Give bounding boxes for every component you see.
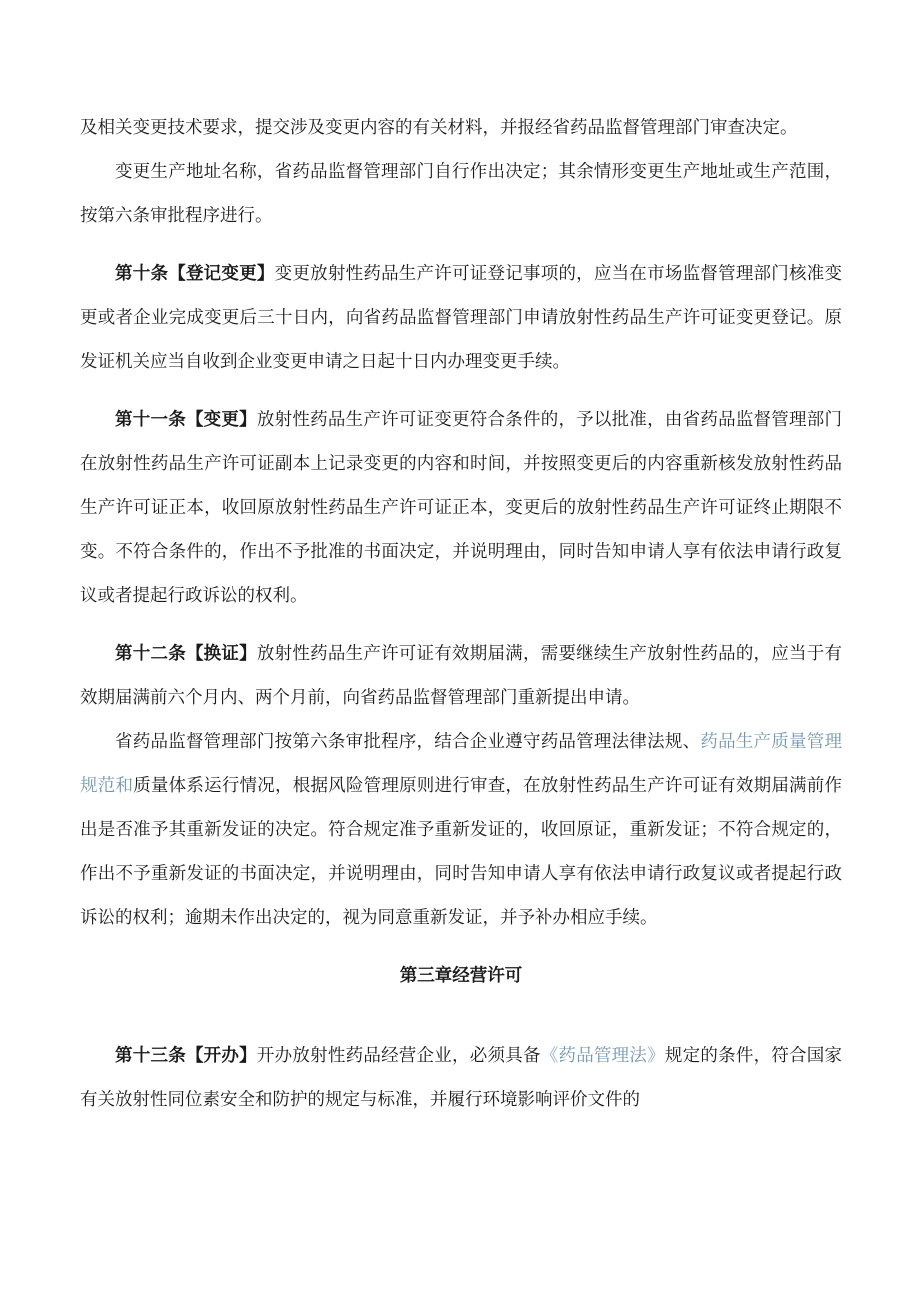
article-13-heading: 第十三条【开办】: [115, 1046, 257, 1066]
article-12-text: 放射性药品生产许可证有效期届满，需要继续生产放射性药品的，应当于有效期届满前六个月内、两个月前，向省药品监督管理部门重新提出申请。: [80, 644, 843, 708]
article-11-text: 放射性药品生产许可证变更符合条件的，予以批准，由省药品监督管理部门在放射性药品生产许可证副本上记录变更的内容和时间，并按照变更后的内容重新核发放射性药品生产许可证正本，收回原放射性药品生产许可证正本，变更后的放射性药品生产许可证终止期限不变。不符合条件的，作出不予批准的书面决定，并说明理由，同时告知申请人享有依法申请行政复议或者提起行政诉讼的权利。: [80, 410, 843, 606]
article-10-heading: 第十条【登记变更】: [115, 264, 275, 284]
paragraph-address-change: 变更生产地址名称，省药品监督管理部门自行作出决定；其余情形变更生产地址或生产范围，按第六条审批程序进行。: [80, 162, 842, 226]
article-13: [80, 1034, 842, 1122]
article-10-text: 变更放射性药品生产许可证登记事项的，应当在市场监督管理部门核准变更或者企业完成变更后三十日内，向省药品监督管理部门申请放射性药品生产许可证变更登记。原发证机关应当自收到企业变更申请之日起十日内办理变更手续。: [80, 264, 843, 372]
drug-law-link[interactable]: 《药品管理法》: [540, 1046, 665, 1066]
article-12: [80, 632, 842, 720]
article-13-text-before: 开办放射性药品经营企业，必须具备: [256, 1046, 541, 1066]
renewal-text-before: 省药品监督管理部门按第六条审批程序，结合企业遵守药品管理法律法规、: [115, 732, 701, 752]
article-13-text-after: 规定的条件，符合国家有关放射性同位素安全和防护的规定与标准，并履行环境影响评价文件的: [80, 1046, 843, 1110]
paragraph-renewal: [80, 720, 842, 940]
renewal-text-after: 质量体系运行情况，根据风险管理原则进行审查，在放射性药品生产许可证有效期届满前作出是否准予其重新发证的决定。符合规定准予重新发证的，收回原证，重新发证；不符合规定的，作出不予重新发证的书面决定，并说明理由，同时告知申请人享有依法申请行政复议或者提起行政诉讼的权利；逾期未作出决定的，视为同意重新发证，并予补办相应手续。: [80, 776, 843, 928]
paragraph-continuation: 及相关变更技术要求，提交涉及变更内容的有关材料，并报经省药品监督管理部门审查决定。: [80, 118, 798, 138]
article-10: [80, 252, 842, 384]
article-12-heading: 第十二条【换证】: [115, 644, 257, 664]
document-body: [80, 106, 842, 1122]
chapter-title: 第三章经营许可: [399, 966, 523, 986]
article-11: [80, 398, 842, 618]
gmp-link[interactable]: 药品生产质量管理规范和: [80, 732, 843, 796]
article-11-heading: 第十一条【变更】: [115, 410, 257, 430]
